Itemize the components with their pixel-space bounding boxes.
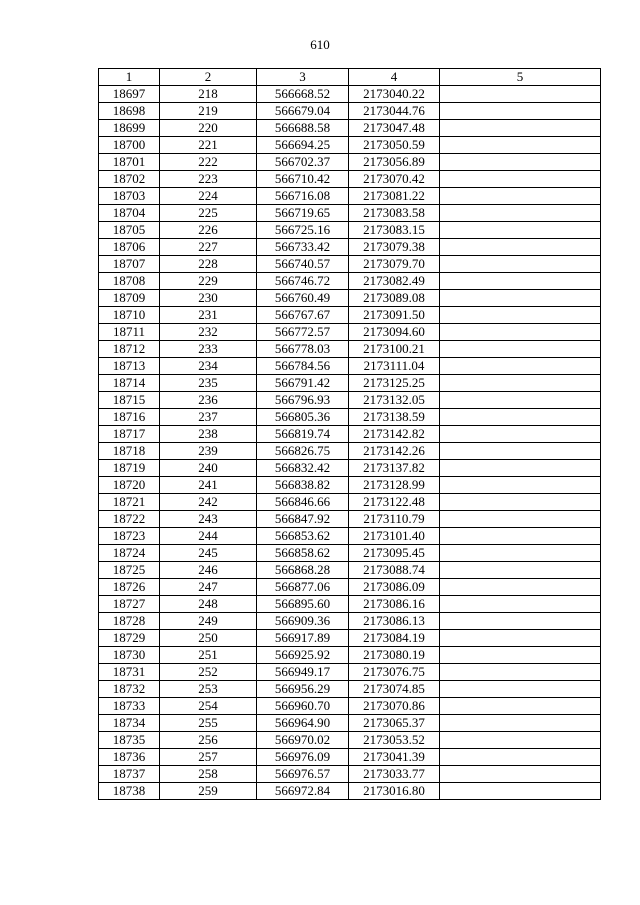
coordinates-table xyxy=(98,68,601,800)
table-cell xyxy=(440,205,601,222)
table-cell xyxy=(440,477,601,494)
table-cell: 566853.62 xyxy=(257,528,349,545)
table-cell xyxy=(440,698,601,715)
table-row xyxy=(99,256,601,273)
table-cell: 248 xyxy=(160,596,257,613)
table-cell xyxy=(440,154,601,171)
table-row xyxy=(99,749,601,766)
table-cell: 230 xyxy=(160,290,257,307)
table-body xyxy=(99,86,601,800)
table-cell: 18708 xyxy=(99,273,160,290)
table-cell xyxy=(440,239,601,256)
table-cell: 233 xyxy=(160,341,257,358)
table-cell: 2173128.99 xyxy=(349,477,440,494)
table-cell: 566679.04 xyxy=(257,103,349,120)
table-cell: 243 xyxy=(160,511,257,528)
table-cell: 566972.84 xyxy=(257,783,349,800)
table-row xyxy=(99,613,601,630)
table-row xyxy=(99,443,601,460)
table-cell: 2173088.74 xyxy=(349,562,440,579)
table-row xyxy=(99,596,601,613)
table-cell: 18715 xyxy=(99,392,160,409)
table-cell: 218 xyxy=(160,86,257,103)
table-cell: 227 xyxy=(160,239,257,256)
table-cell: 566796.93 xyxy=(257,392,349,409)
table-row xyxy=(99,681,601,698)
table-cell: 18704 xyxy=(99,205,160,222)
table-cell: 566772.57 xyxy=(257,324,349,341)
table-row xyxy=(99,545,601,562)
table-cell: 18725 xyxy=(99,562,160,579)
table-cell: 250 xyxy=(160,630,257,647)
page-number: 610 xyxy=(310,37,330,52)
table-cell: 234 xyxy=(160,358,257,375)
table-row xyxy=(99,290,601,307)
table-cell: 18730 xyxy=(99,647,160,664)
table-row xyxy=(99,477,601,494)
table-cell: 566917.89 xyxy=(257,630,349,647)
table-row xyxy=(99,528,601,545)
table-cell: 566791.42 xyxy=(257,375,349,392)
table-cell xyxy=(440,528,601,545)
table-cell: 566767.67 xyxy=(257,307,349,324)
table-cell: 2173142.82 xyxy=(349,426,440,443)
table-cell: 2173101.40 xyxy=(349,528,440,545)
table-row xyxy=(99,188,601,205)
table-cell: 566668.52 xyxy=(257,86,349,103)
table-cell xyxy=(440,545,601,562)
table-cell xyxy=(440,341,601,358)
table-cell: 18734 xyxy=(99,715,160,732)
table-cell: 18700 xyxy=(99,137,160,154)
table-cell: 228 xyxy=(160,256,257,273)
table-row xyxy=(99,324,601,341)
table-cell: 2173076.75 xyxy=(349,664,440,681)
table-cell: 566716.08 xyxy=(257,188,349,205)
table-cell: 18732 xyxy=(99,681,160,698)
table-cell: 2173070.42 xyxy=(349,171,440,188)
table-cell: 252 xyxy=(160,664,257,681)
table-cell: 18712 xyxy=(99,341,160,358)
table-cell: 566746.72 xyxy=(257,273,349,290)
table-cell: 258 xyxy=(160,766,257,783)
table-cell: 18733 xyxy=(99,698,160,715)
table-cell xyxy=(440,732,601,749)
table-cell: 566858.62 xyxy=(257,545,349,562)
table-cell: 241 xyxy=(160,477,257,494)
table-cell: 566784.56 xyxy=(257,358,349,375)
table-cell xyxy=(440,664,601,681)
table-cell: 18698 xyxy=(99,103,160,120)
table-cell: 566710.42 xyxy=(257,171,349,188)
table-cell: 2173137.82 xyxy=(349,460,440,477)
table-cell: 236 xyxy=(160,392,257,409)
table-cell: 2173016.80 xyxy=(349,783,440,800)
table-cell: 18722 xyxy=(99,511,160,528)
table-cell: 566719.65 xyxy=(257,205,349,222)
table-cell xyxy=(440,426,601,443)
table-cell: 222 xyxy=(160,154,257,171)
table-cell xyxy=(440,256,601,273)
table-row xyxy=(99,732,601,749)
table-cell: 221 xyxy=(160,137,257,154)
table-cell: 18710 xyxy=(99,307,160,324)
table-cell: 566778.03 xyxy=(257,341,349,358)
table-cell xyxy=(440,749,601,766)
table-row xyxy=(99,137,601,154)
table-cell: 255 xyxy=(160,715,257,732)
table-cell xyxy=(440,171,601,188)
table-cell xyxy=(440,562,601,579)
table-cell: 18718 xyxy=(99,443,160,460)
table-cell: 566805.36 xyxy=(257,409,349,426)
table-cell: 566909.36 xyxy=(257,613,349,630)
table-cell: 235 xyxy=(160,375,257,392)
table-cell: 223 xyxy=(160,171,257,188)
table-cell: 566960.70 xyxy=(257,698,349,715)
table-cell: 18709 xyxy=(99,290,160,307)
table-cell: 259 xyxy=(160,783,257,800)
table-cell xyxy=(440,137,601,154)
table-cell: 18713 xyxy=(99,358,160,375)
table-cell: 18731 xyxy=(99,664,160,681)
table-cell xyxy=(440,613,601,630)
table-cell: 2173070.86 xyxy=(349,698,440,715)
table-cell: 2173125.25 xyxy=(349,375,440,392)
table-cell xyxy=(440,511,601,528)
table-cell: 237 xyxy=(160,409,257,426)
table-row xyxy=(99,579,601,596)
table-cell: 244 xyxy=(160,528,257,545)
table-cell: 2173100.21 xyxy=(349,341,440,358)
table-row xyxy=(99,494,601,511)
table-cell: 220 xyxy=(160,120,257,137)
table-cell: 2173082.49 xyxy=(349,273,440,290)
table-cell: 566970.02 xyxy=(257,732,349,749)
table-cell xyxy=(440,324,601,341)
table-cell: 18727 xyxy=(99,596,160,613)
table-cell: 257 xyxy=(160,749,257,766)
table-cell: 18699 xyxy=(99,120,160,137)
table-cell: 225 xyxy=(160,205,257,222)
table-cell: 566868.28 xyxy=(257,562,349,579)
table-cell: 566949.17 xyxy=(257,664,349,681)
table-cell: 238 xyxy=(160,426,257,443)
table-cell: 18707 xyxy=(99,256,160,273)
table-cell: 18714 xyxy=(99,375,160,392)
table-cell: 566740.57 xyxy=(257,256,349,273)
table-row xyxy=(99,698,601,715)
table-cell: 566733.42 xyxy=(257,239,349,256)
table-cell xyxy=(440,783,601,800)
table-cell: 18703 xyxy=(99,188,160,205)
table-cell xyxy=(440,409,601,426)
table-cell: 566956.29 xyxy=(257,681,349,698)
table-cell: 566847.92 xyxy=(257,511,349,528)
table-cell: 239 xyxy=(160,443,257,460)
table-cell: 18701 xyxy=(99,154,160,171)
table-cell: 2173094.60 xyxy=(349,324,440,341)
table-cell: 2173132.05 xyxy=(349,392,440,409)
table-cell: 566964.90 xyxy=(257,715,349,732)
table-row xyxy=(99,426,601,443)
table-cell: 2173074.85 xyxy=(349,681,440,698)
table-header-row xyxy=(99,69,601,86)
table-row xyxy=(99,120,601,137)
table-row xyxy=(99,460,601,477)
table-cell: 247 xyxy=(160,579,257,596)
table-cell: 18720 xyxy=(99,477,160,494)
table-cell: 566760.49 xyxy=(257,290,349,307)
table-row xyxy=(99,358,601,375)
table-cell: 18711 xyxy=(99,324,160,341)
table-cell: 18719 xyxy=(99,460,160,477)
table-cell xyxy=(440,460,601,477)
table-cell xyxy=(440,290,601,307)
table-cell xyxy=(440,443,601,460)
table-cell: 2173084.19 xyxy=(349,630,440,647)
table-row xyxy=(99,273,601,290)
table-cell: 254 xyxy=(160,698,257,715)
table-cell xyxy=(440,715,601,732)
column-header: 4 xyxy=(349,69,440,86)
table-cell: 2173033.77 xyxy=(349,766,440,783)
table-row xyxy=(99,715,601,732)
table-cell: 2173111.04 xyxy=(349,358,440,375)
column-header: 2 xyxy=(160,69,257,86)
table-cell: 226 xyxy=(160,222,257,239)
table-cell: 242 xyxy=(160,494,257,511)
table-row xyxy=(99,239,601,256)
table-cell xyxy=(440,120,601,137)
table-cell: 18697 xyxy=(99,86,160,103)
table-cell: 2173056.89 xyxy=(349,154,440,171)
table-cell xyxy=(440,494,601,511)
column-header: 1 xyxy=(99,69,160,86)
table-cell: 245 xyxy=(160,545,257,562)
table-cell xyxy=(440,188,601,205)
table-cell: 219 xyxy=(160,103,257,120)
table-row xyxy=(99,783,601,800)
table-row xyxy=(99,392,601,409)
table-cell xyxy=(440,596,601,613)
table-row xyxy=(99,171,601,188)
table-cell: 249 xyxy=(160,613,257,630)
table-cell: 566925.92 xyxy=(257,647,349,664)
table-cell xyxy=(440,222,601,239)
table-cell xyxy=(440,86,601,103)
table-row xyxy=(99,222,601,239)
table-cell: 566877.06 xyxy=(257,579,349,596)
table-cell: 566826.75 xyxy=(257,443,349,460)
table-cell: 2173065.37 xyxy=(349,715,440,732)
table-row xyxy=(99,630,601,647)
table-cell: 231 xyxy=(160,307,257,324)
table-cell: 18737 xyxy=(99,766,160,783)
table-cell: 566976.09 xyxy=(257,749,349,766)
table-cell: 566819.74 xyxy=(257,426,349,443)
table-cell: 251 xyxy=(160,647,257,664)
table-cell xyxy=(440,647,601,664)
table-row xyxy=(99,341,601,358)
table-cell: 18724 xyxy=(99,545,160,562)
table-cell: 18716 xyxy=(99,409,160,426)
table-cell xyxy=(440,579,601,596)
table-cell: 2173047.48 xyxy=(349,120,440,137)
table-cell: 2173089.08 xyxy=(349,290,440,307)
table-cell: 232 xyxy=(160,324,257,341)
table-cell: 2173040.22 xyxy=(349,86,440,103)
table-cell xyxy=(440,358,601,375)
table-row xyxy=(99,409,601,426)
table-cell: 2173080.19 xyxy=(349,647,440,664)
table-cell: 240 xyxy=(160,460,257,477)
table-cell xyxy=(440,392,601,409)
table-cell: 2173083.15 xyxy=(349,222,440,239)
table-cell: 18729 xyxy=(99,630,160,647)
table-cell: 2173081.22 xyxy=(349,188,440,205)
table-cell: 2173122.48 xyxy=(349,494,440,511)
table-cell: 229 xyxy=(160,273,257,290)
table-cell: 566846.66 xyxy=(257,494,349,511)
table-cell: 2173095.45 xyxy=(349,545,440,562)
table-cell: 253 xyxy=(160,681,257,698)
table-cell: 2173086.16 xyxy=(349,596,440,613)
column-header: 5 xyxy=(440,69,601,86)
table-cell: 246 xyxy=(160,562,257,579)
table-cell: 18706 xyxy=(99,239,160,256)
table-cell: 566838.82 xyxy=(257,477,349,494)
table-row xyxy=(99,511,601,528)
table-row xyxy=(99,307,601,324)
table-row xyxy=(99,647,601,664)
table-cell: 566832.42 xyxy=(257,460,349,477)
table-cell: 224 xyxy=(160,188,257,205)
table-cell: 2173091.50 xyxy=(349,307,440,324)
table-cell: 18717 xyxy=(99,426,160,443)
table-cell: 18738 xyxy=(99,783,160,800)
table-row xyxy=(99,154,601,171)
table-cell: 18702 xyxy=(99,171,160,188)
table-cell: 566688.58 xyxy=(257,120,349,137)
table-cell: 2173041.39 xyxy=(349,749,440,766)
table-cell: 566702.37 xyxy=(257,154,349,171)
table-row xyxy=(99,375,601,392)
table-cell: 18728 xyxy=(99,613,160,630)
table-cell: 256 xyxy=(160,732,257,749)
table-cell: 2173142.26 xyxy=(349,443,440,460)
table-cell: 2173138.59 xyxy=(349,409,440,426)
table-cell xyxy=(440,307,601,324)
table-cell xyxy=(440,375,601,392)
table-cell: 18726 xyxy=(99,579,160,596)
table-cell xyxy=(440,766,601,783)
table-row xyxy=(99,562,601,579)
table-cell: 566895.60 xyxy=(257,596,349,613)
table-row xyxy=(99,664,601,681)
table-cell xyxy=(440,103,601,120)
table-cell: 566694.25 xyxy=(257,137,349,154)
table-cell: 2173110.79 xyxy=(349,511,440,528)
table-cell: 18705 xyxy=(99,222,160,239)
table-cell xyxy=(440,630,601,647)
table-cell: 18735 xyxy=(99,732,160,749)
table-cell: 18736 xyxy=(99,749,160,766)
table-cell: 2173053.52 xyxy=(349,732,440,749)
table-cell: 2173079.70 xyxy=(349,256,440,273)
table-cell: 2173083.58 xyxy=(349,205,440,222)
table-cell: 566725.16 xyxy=(257,222,349,239)
table-row xyxy=(99,766,601,783)
table-cell: 2173086.09 xyxy=(349,579,440,596)
table-cell: 18723 xyxy=(99,528,160,545)
table-row xyxy=(99,205,601,222)
table-cell: 566976.57 xyxy=(257,766,349,783)
table-row xyxy=(99,86,601,103)
table-cell: 2173044.76 xyxy=(349,103,440,120)
column-header: 3 xyxy=(257,69,349,86)
table-cell xyxy=(440,273,601,290)
table-cell: 2173086.13 xyxy=(349,613,440,630)
table-cell xyxy=(440,681,601,698)
table-cell: 2173079.38 xyxy=(349,239,440,256)
table-row xyxy=(99,103,601,120)
table-cell: 18721 xyxy=(99,494,160,511)
table-cell: 2173050.59 xyxy=(349,137,440,154)
